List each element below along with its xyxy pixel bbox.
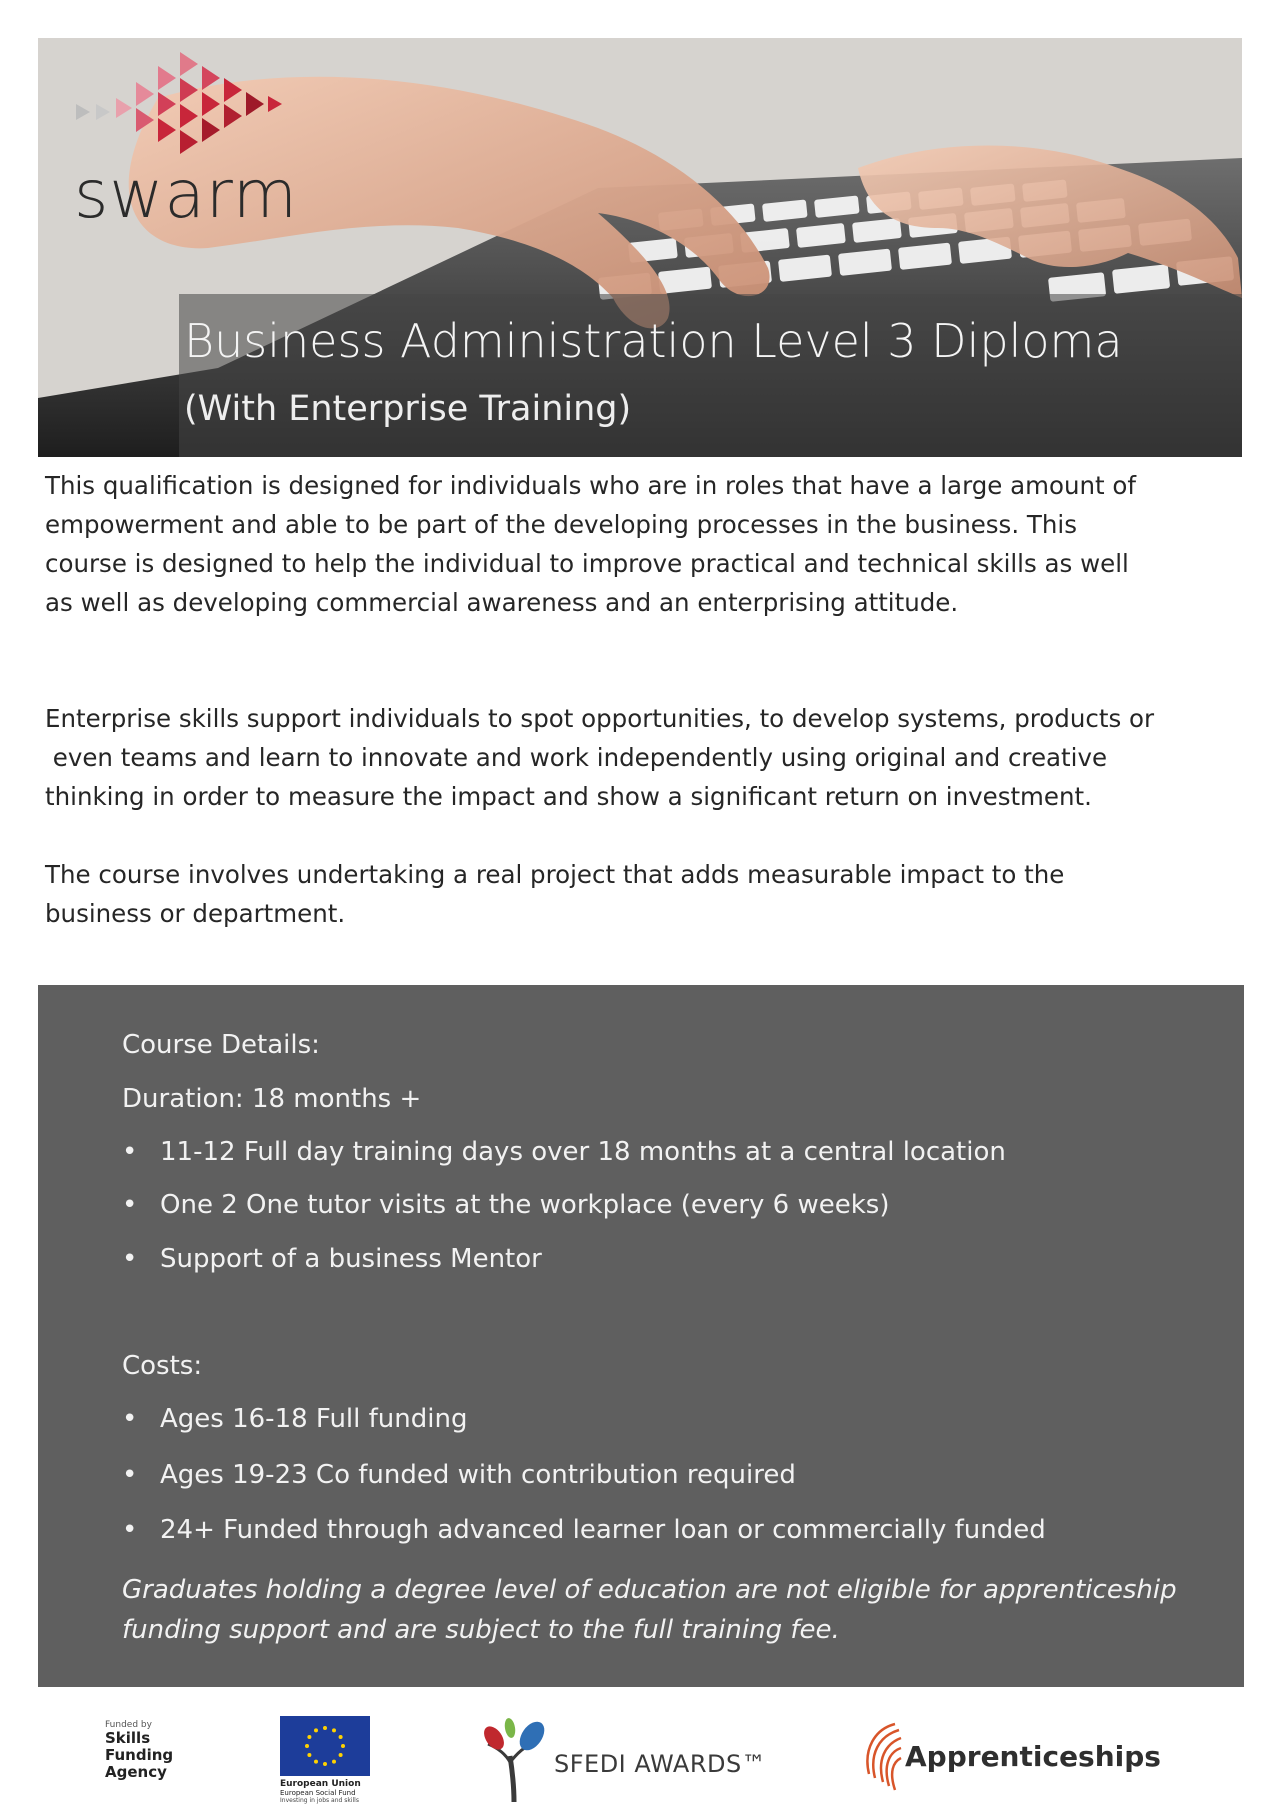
sfedi-awards-logo: [480, 1714, 770, 1804]
footer-logos: [0, 1700, 1280, 1811]
bullet-icon: •: [122, 1244, 138, 1274]
intro-line: This qualification is designed for individuals who are in roles that have a large amount of: [45, 471, 1137, 500]
note-line: funding support and are subject to the full training fee.: [122, 1615, 840, 1645]
note-line: Graduates holding a degree level of education are not eligible for apprenticeship: [122, 1575, 1177, 1605]
intro-line: course is designed to help the individual to improve practical and technical skills as well: [45, 549, 1129, 578]
course-subtitle: (With Enterprise Training): [184, 389, 632, 429]
hero-banner: [38, 38, 1242, 457]
graduate-note: [122, 1570, 1177, 1650]
course-details-heading: Course Details:: [122, 1030, 320, 1060]
sfa-line: Agency: [105, 1763, 167, 1781]
detail-text: One 2 One tutor visits at the workplace (every 6 weeks): [160, 1190, 890, 1220]
eu-caption: European Union: [280, 1779, 361, 1789]
costs-heading: Costs:: [122, 1351, 203, 1381]
cost-text: 24+ Funded through advanced learner loan or commercially funded: [160, 1515, 1046, 1545]
bullet-icon: •: [122, 1137, 138, 1167]
bullet-icon: •: [122, 1190, 138, 1220]
course-title: Business Administration Level 3 Diploma: [184, 314, 1123, 368]
intro-line: as well as developing commercial awareness and an enterprising attitude.: [45, 588, 959, 617]
sfedi-tree-icon: [480, 1714, 550, 1804]
sfedi-label: SFEDI AWARDS™: [554, 1750, 767, 1778]
sfa-line: Skills: [105, 1729, 151, 1747]
swarm-logo-text: swarm: [74, 156, 299, 233]
apprenticeships-label: Apprenticeships: [905, 1740, 1161, 1773]
funded-by-label: Funded by: [105, 1720, 152, 1730]
european-union-logo: [280, 1716, 376, 1806]
enterprise-line: Enterprise skills support individuals to spot opportunities, to develop systems, products or: [45, 704, 1155, 733]
enterprise-line: even teams and learn to innovate and work independently using original and creative: [45, 743, 1108, 772]
bullet-icon: •: [122, 1404, 138, 1434]
project-line: The course involves undertaking a real project that adds measurable impact to the: [45, 860, 1065, 889]
project-paragraph: [45, 855, 1235, 933]
skills-funding-agency-logo: [105, 1720, 205, 1800]
enterprise-paragraph: [45, 699, 1235, 816]
sfa-line: Funding: [105, 1746, 174, 1764]
apprenticeships-swirl-icon: [855, 1714, 905, 1794]
duration-text: Duration: 18 months +: [122, 1084, 422, 1114]
esf-caption: European Social Fund: [280, 1789, 356, 1797]
detail-text: 11-12 Full day training days over 18 months at a central location: [160, 1137, 1006, 1167]
detail-text: Support of a business Mentor: [160, 1244, 542, 1274]
enterprise-line: thinking in order to measure the impact and show a significant return on investment.: [45, 782, 1092, 811]
course-details-panel: [38, 985, 1244, 1687]
cost-text: Ages 19-23 Co funded with contribution required: [160, 1460, 796, 1490]
eu-tagline: Investing in jobs and skills: [280, 1797, 359, 1804]
bullet-icon: •: [122, 1460, 138, 1490]
eu-flag-icon: [280, 1716, 370, 1776]
bullet-icon: •: [122, 1515, 138, 1545]
project-line: business or department.: [45, 899, 346, 928]
cost-text: Ages 16-18 Full funding: [160, 1404, 468, 1434]
intro-line: empowerment and able to be part of the developing processes in the business. This: [45, 510, 1077, 539]
intro-paragraph: [45, 466, 1235, 622]
apprenticeships-logo: [855, 1714, 1161, 1804]
